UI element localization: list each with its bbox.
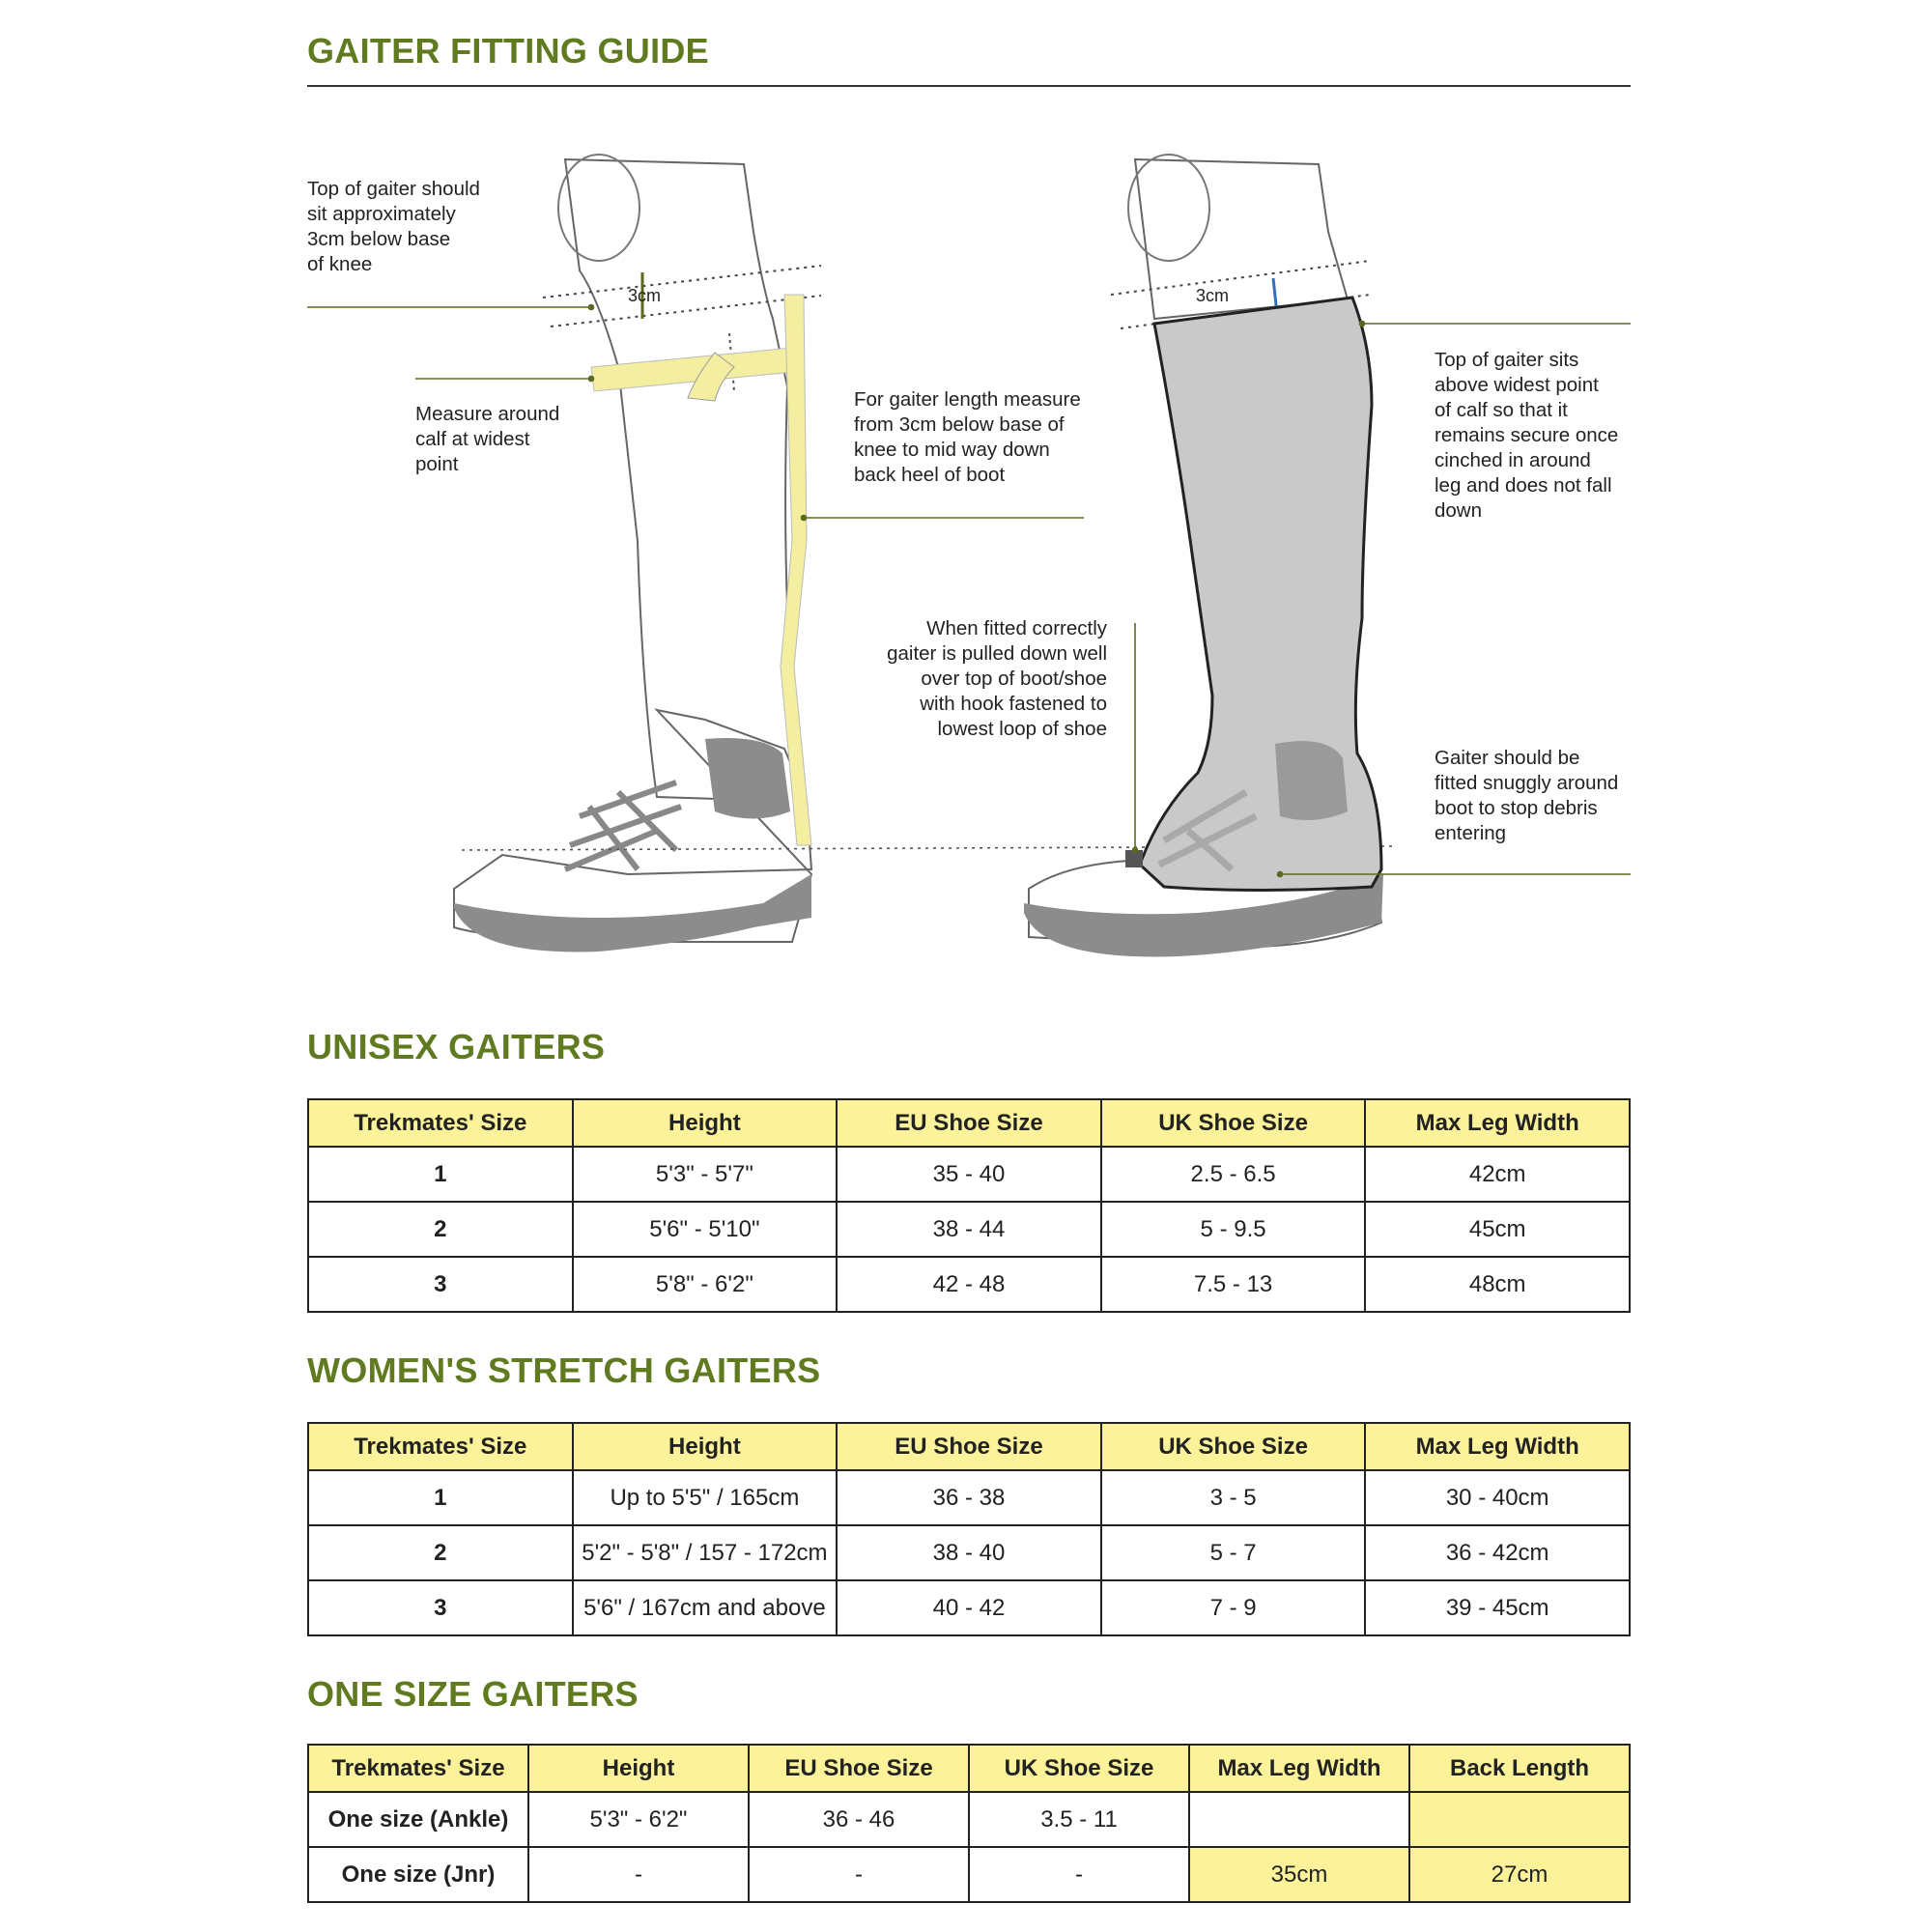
callout-fitted-snuggly: Gaiter should be fitted snuggly around boot to stop debris entering <box>1435 747 1619 844</box>
table-cell: 42cm <box>1365 1147 1630 1202</box>
column-header: EU Shoe Size <box>837 1099 1101 1147</box>
column-header: Trekmates' Size <box>308 1099 573 1147</box>
left-gap-label: 3cm <box>628 286 662 305</box>
one-size-title: ONE SIZE GAITERS <box>307 1674 639 1714</box>
table-cell: 5'8" - 6'2" <box>573 1257 838 1312</box>
column-header: Max Leg Width <box>1189 1745 1409 1792</box>
table-cell: 30 - 40cm <box>1365 1470 1630 1525</box>
page-title: GAITER FITTING GUIDE <box>307 31 709 71</box>
table-cell: 2 <box>308 1525 573 1580</box>
column-header: Height <box>573 1099 838 1147</box>
column-header: Trekmates' Size <box>308 1423 573 1470</box>
table-cell: - <box>969 1847 1189 1902</box>
table-row <box>308 1147 1630 1202</box>
table-cell: 7 - 9 <box>1101 1580 1366 1635</box>
left-boot <box>454 710 811 952</box>
table-cell: 42 - 48 <box>837 1257 1101 1312</box>
table-cell: 7.5 - 13 <box>1101 1257 1366 1312</box>
table-cell: 1 <box>308 1470 573 1525</box>
column-header: Trekmates' Size <box>308 1745 528 1792</box>
table-cell: 5'6" / 167cm and above <box>573 1580 838 1635</box>
table-cell: - <box>749 1847 969 1902</box>
callout-gaiter-length: For gaiter length measure from 3cm below base of knee to mid way down back heel of boot <box>854 388 1081 486</box>
table-cell: 5 - 7 <box>1101 1525 1366 1580</box>
table-cell <box>1189 1792 1409 1847</box>
one-size-table <box>307 1744 1631 1903</box>
table-cell: 5 - 9.5 <box>1101 1202 1366 1257</box>
column-header: UK Shoe Size <box>1101 1099 1366 1147</box>
column-header: Max Leg Width <box>1365 1423 1630 1470</box>
table-cell: 3.5 - 11 <box>969 1792 1189 1847</box>
table-cell: 2 <box>308 1202 573 1257</box>
table-cell: Up to 5'5" / 165cm <box>573 1470 838 1525</box>
callout-fitted-correctly: When fitted correctly gaiter is pulled down well over top of boot/shoe with hook fastened to lowest loop of shoe <box>887 617 1107 740</box>
table-cell: 1 <box>308 1147 573 1202</box>
table-row <box>308 1847 1630 1902</box>
left-leg-illustration <box>543 155 821 802</box>
column-header: Height <box>573 1423 838 1470</box>
column-header: Back Length <box>1409 1745 1630 1792</box>
right-gap-label: 3cm <box>1196 286 1230 305</box>
table-row <box>308 1525 1630 1580</box>
table-cell: 5'3" - 5'7" <box>573 1147 838 1202</box>
table-cell: 48cm <box>1365 1257 1630 1312</box>
table-cell: 3 <box>308 1257 573 1312</box>
table-row <box>308 1792 1630 1847</box>
column-header: Height <box>528 1745 749 1792</box>
womens-title: WOMEN'S STRETCH GAITERS <box>307 1350 821 1390</box>
table-cell: 39 - 45cm <box>1365 1580 1630 1635</box>
table-cell: 35cm <box>1189 1847 1409 1902</box>
table-cell: 40 - 42 <box>837 1580 1101 1635</box>
table-cell: One size (Ankle) <box>308 1792 528 1847</box>
table-cell: 45cm <box>1365 1202 1630 1257</box>
table-cell: 3 - 5 <box>1101 1470 1366 1525</box>
column-header: Max Leg Width <box>1365 1099 1630 1147</box>
table-cell: 36 - 46 <box>749 1792 969 1847</box>
table-cell: 38 - 44 <box>837 1202 1101 1257</box>
callout-top-of-gaiter: Top of gaiter should sit approximately 3cm below base of knee <box>307 178 480 275</box>
table-cell: 5'6" - 5'10" <box>573 1202 838 1257</box>
column-header: EU Shoe Size <box>837 1423 1101 1470</box>
table-cell: One size (Jnr) <box>308 1847 528 1902</box>
unisex-size-table <box>307 1098 1631 1313</box>
gaiter-shape <box>1125 298 1381 891</box>
column-header: UK Shoe Size <box>1101 1423 1366 1470</box>
table-cell: 3 <box>308 1580 573 1635</box>
callout-top-of-gaiter-sits: Top of gaiter sits above widest point of calf so that it remains secure once cinched in around leg and does not fall down <box>1435 349 1619 522</box>
table-cell: 5'3" - 6'2" <box>528 1792 749 1847</box>
table-row <box>308 1202 1630 1257</box>
table-row <box>308 1257 1630 1312</box>
table-cell: - <box>528 1847 749 1902</box>
table-header-row <box>308 1745 1630 1792</box>
table-cell <box>1409 1792 1630 1847</box>
column-header: UK Shoe Size <box>969 1745 1189 1792</box>
table-cell: 36 - 42cm <box>1365 1525 1630 1580</box>
unisex-title: UNISEX GAITERS <box>307 1027 606 1066</box>
table-cell: 38 - 40 <box>837 1525 1101 1580</box>
table-header-row <box>308 1099 1630 1147</box>
callout-measure-calf: Measure around calf at widest point <box>415 403 560 475</box>
table-cell: 35 - 40 <box>837 1147 1101 1202</box>
table-cell: 36 - 38 <box>837 1470 1101 1525</box>
table-cell: 2.5 - 6.5 <box>1101 1147 1366 1202</box>
table-header-row <box>308 1423 1630 1470</box>
table-row <box>308 1470 1630 1525</box>
womens-size-table <box>307 1422 1631 1636</box>
table-cell: 5'2" - 5'8" / 157 - 172cm <box>573 1525 838 1580</box>
table-cell: 27cm <box>1409 1847 1630 1902</box>
table-row <box>308 1580 1630 1635</box>
column-header: EU Shoe Size <box>749 1745 969 1792</box>
